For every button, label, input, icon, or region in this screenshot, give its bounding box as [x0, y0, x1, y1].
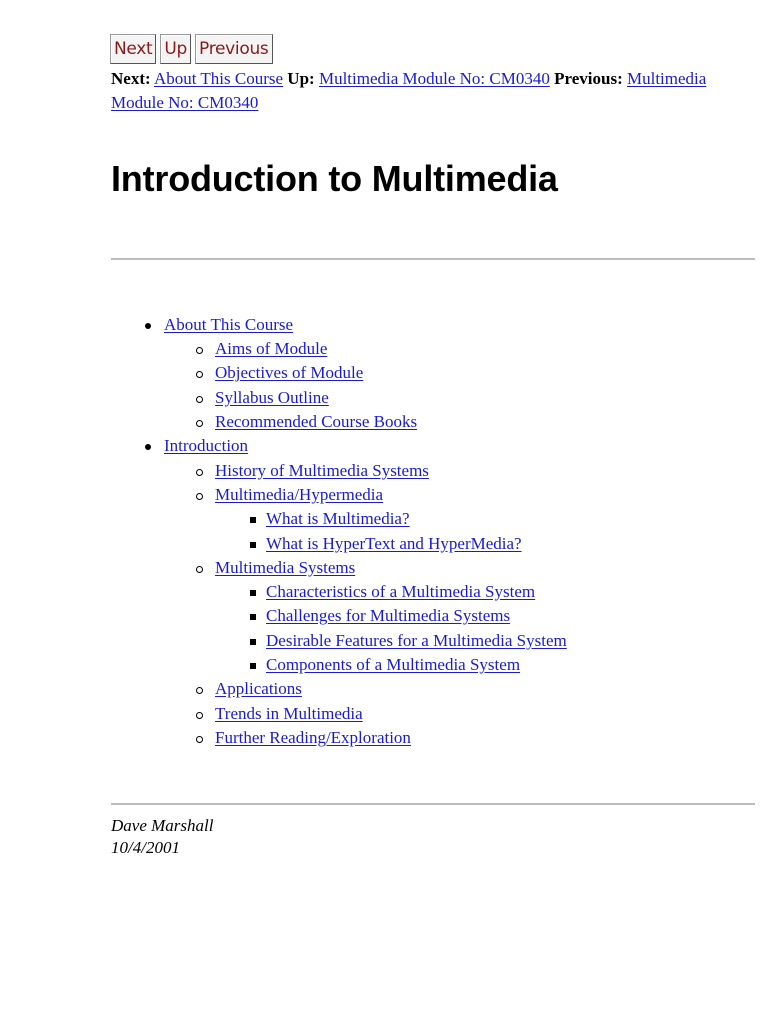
list-item: [215, 727, 411, 749]
square-bullet-icon: [250, 639, 256, 645]
toc-link-books[interactable]: Recommended Course Books: [215, 412, 418, 431]
toc-link-components[interactable]: Components of a Multimedia System: [266, 655, 521, 674]
circle-bullet-icon: [196, 493, 203, 500]
list-item: [164, 435, 248, 457]
toc-link-desirable[interactable]: Desirable Features for a Multimedia System: [266, 631, 567, 650]
square-bullet-icon: [250, 517, 256, 523]
previous-button[interactable]: Previous: [195, 34, 272, 64]
list-item: [266, 630, 567, 652]
square-bullet-icon: [250, 590, 256, 596]
circle-bullet-icon: [196, 396, 203, 403]
author-name: Dave Marshall: [111, 816, 214, 835]
square-bullet-icon: [250, 663, 256, 669]
toc-link-objectives[interactable]: Objectives of Module: [215, 363, 364, 382]
navigation-buttons: [110, 34, 273, 64]
toc-link-history[interactable]: History of Multimedia Systems: [215, 461, 429, 480]
circle-bullet-icon: [196, 371, 203, 378]
square-bullet-icon: [250, 614, 256, 620]
next-link[interactable]: About This Course: [153, 69, 284, 88]
circle-bullet-icon: [196, 712, 203, 719]
bullet-icon: [145, 323, 151, 329]
page-footer: [111, 815, 213, 859]
list-item: [266, 533, 522, 555]
toc-link-syllabus[interactable]: Syllabus Outline: [215, 388, 329, 407]
up-link[interactable]: Multimedia Module No: CM0340: [318, 69, 550, 88]
circle-bullet-icon: [196, 347, 203, 354]
toc-link-what-hypertext[interactable]: What is HyperText and HyperMedia?: [266, 534, 522, 553]
list-item: [266, 581, 535, 603]
circle-bullet-icon: [196, 736, 203, 743]
navigation-links: [111, 67, 761, 115]
list-item: [215, 387, 329, 409]
list-item: [164, 314, 293, 336]
publish-date: 10/4/2001: [111, 838, 180, 857]
circle-bullet-icon: [196, 420, 203, 427]
page-title: Introduction to Multimedia: [111, 158, 558, 199]
circle-bullet-icon: [196, 469, 203, 476]
list-item: [215, 338, 327, 360]
list-item: [215, 557, 355, 579]
toc-link-applications[interactable]: Applications: [215, 679, 302, 698]
up-label: Up:: [287, 69, 315, 88]
top-divider: [111, 258, 755, 260]
list-item: [215, 460, 429, 482]
previous-link[interactable]: Multimedia Module No: CM0340: [111, 69, 707, 112]
next-label: Next:: [111, 69, 151, 88]
toc-link-challenges[interactable]: Challenges for Multimedia Systems: [266, 606, 511, 625]
toc-link-introduction[interactable]: Introduction: [164, 436, 249, 455]
bottom-divider: [111, 803, 755, 805]
next-button[interactable]: Next: [110, 34, 156, 64]
list-item: [266, 605, 510, 627]
list-item: [215, 484, 383, 506]
toc-link-what-multimedia[interactable]: What is Multimedia?: [266, 509, 410, 528]
list-item: [266, 654, 520, 676]
toc-link-aims[interactable]: Aims of Module: [215, 339, 328, 358]
bullet-icon: [145, 444, 151, 450]
toc-link-systems[interactable]: Multimedia Systems: [215, 558, 356, 577]
toc-link-about-course[interactable]: About This Course: [164, 315, 294, 334]
circle-bullet-icon: [196, 687, 203, 694]
up-button[interactable]: Up: [160, 34, 191, 64]
circle-bullet-icon: [196, 566, 203, 573]
list-item: [215, 411, 417, 433]
square-bullet-icon: [250, 542, 256, 548]
toc-link-further-reading[interactable]: Further Reading/Exploration: [215, 728, 411, 747]
list-item: [215, 362, 363, 384]
list-item: [266, 508, 410, 530]
list-item: [215, 703, 363, 725]
list-item: [215, 678, 302, 700]
toc-link-trends[interactable]: Trends in Multimedia: [215, 704, 363, 723]
toc-link-characteristics[interactable]: Characteristics of a Multimedia System: [266, 582, 536, 601]
toc-link-hypermedia[interactable]: Multimedia/Hypermedia: [215, 485, 384, 504]
previous-label: Previous:: [554, 69, 623, 88]
